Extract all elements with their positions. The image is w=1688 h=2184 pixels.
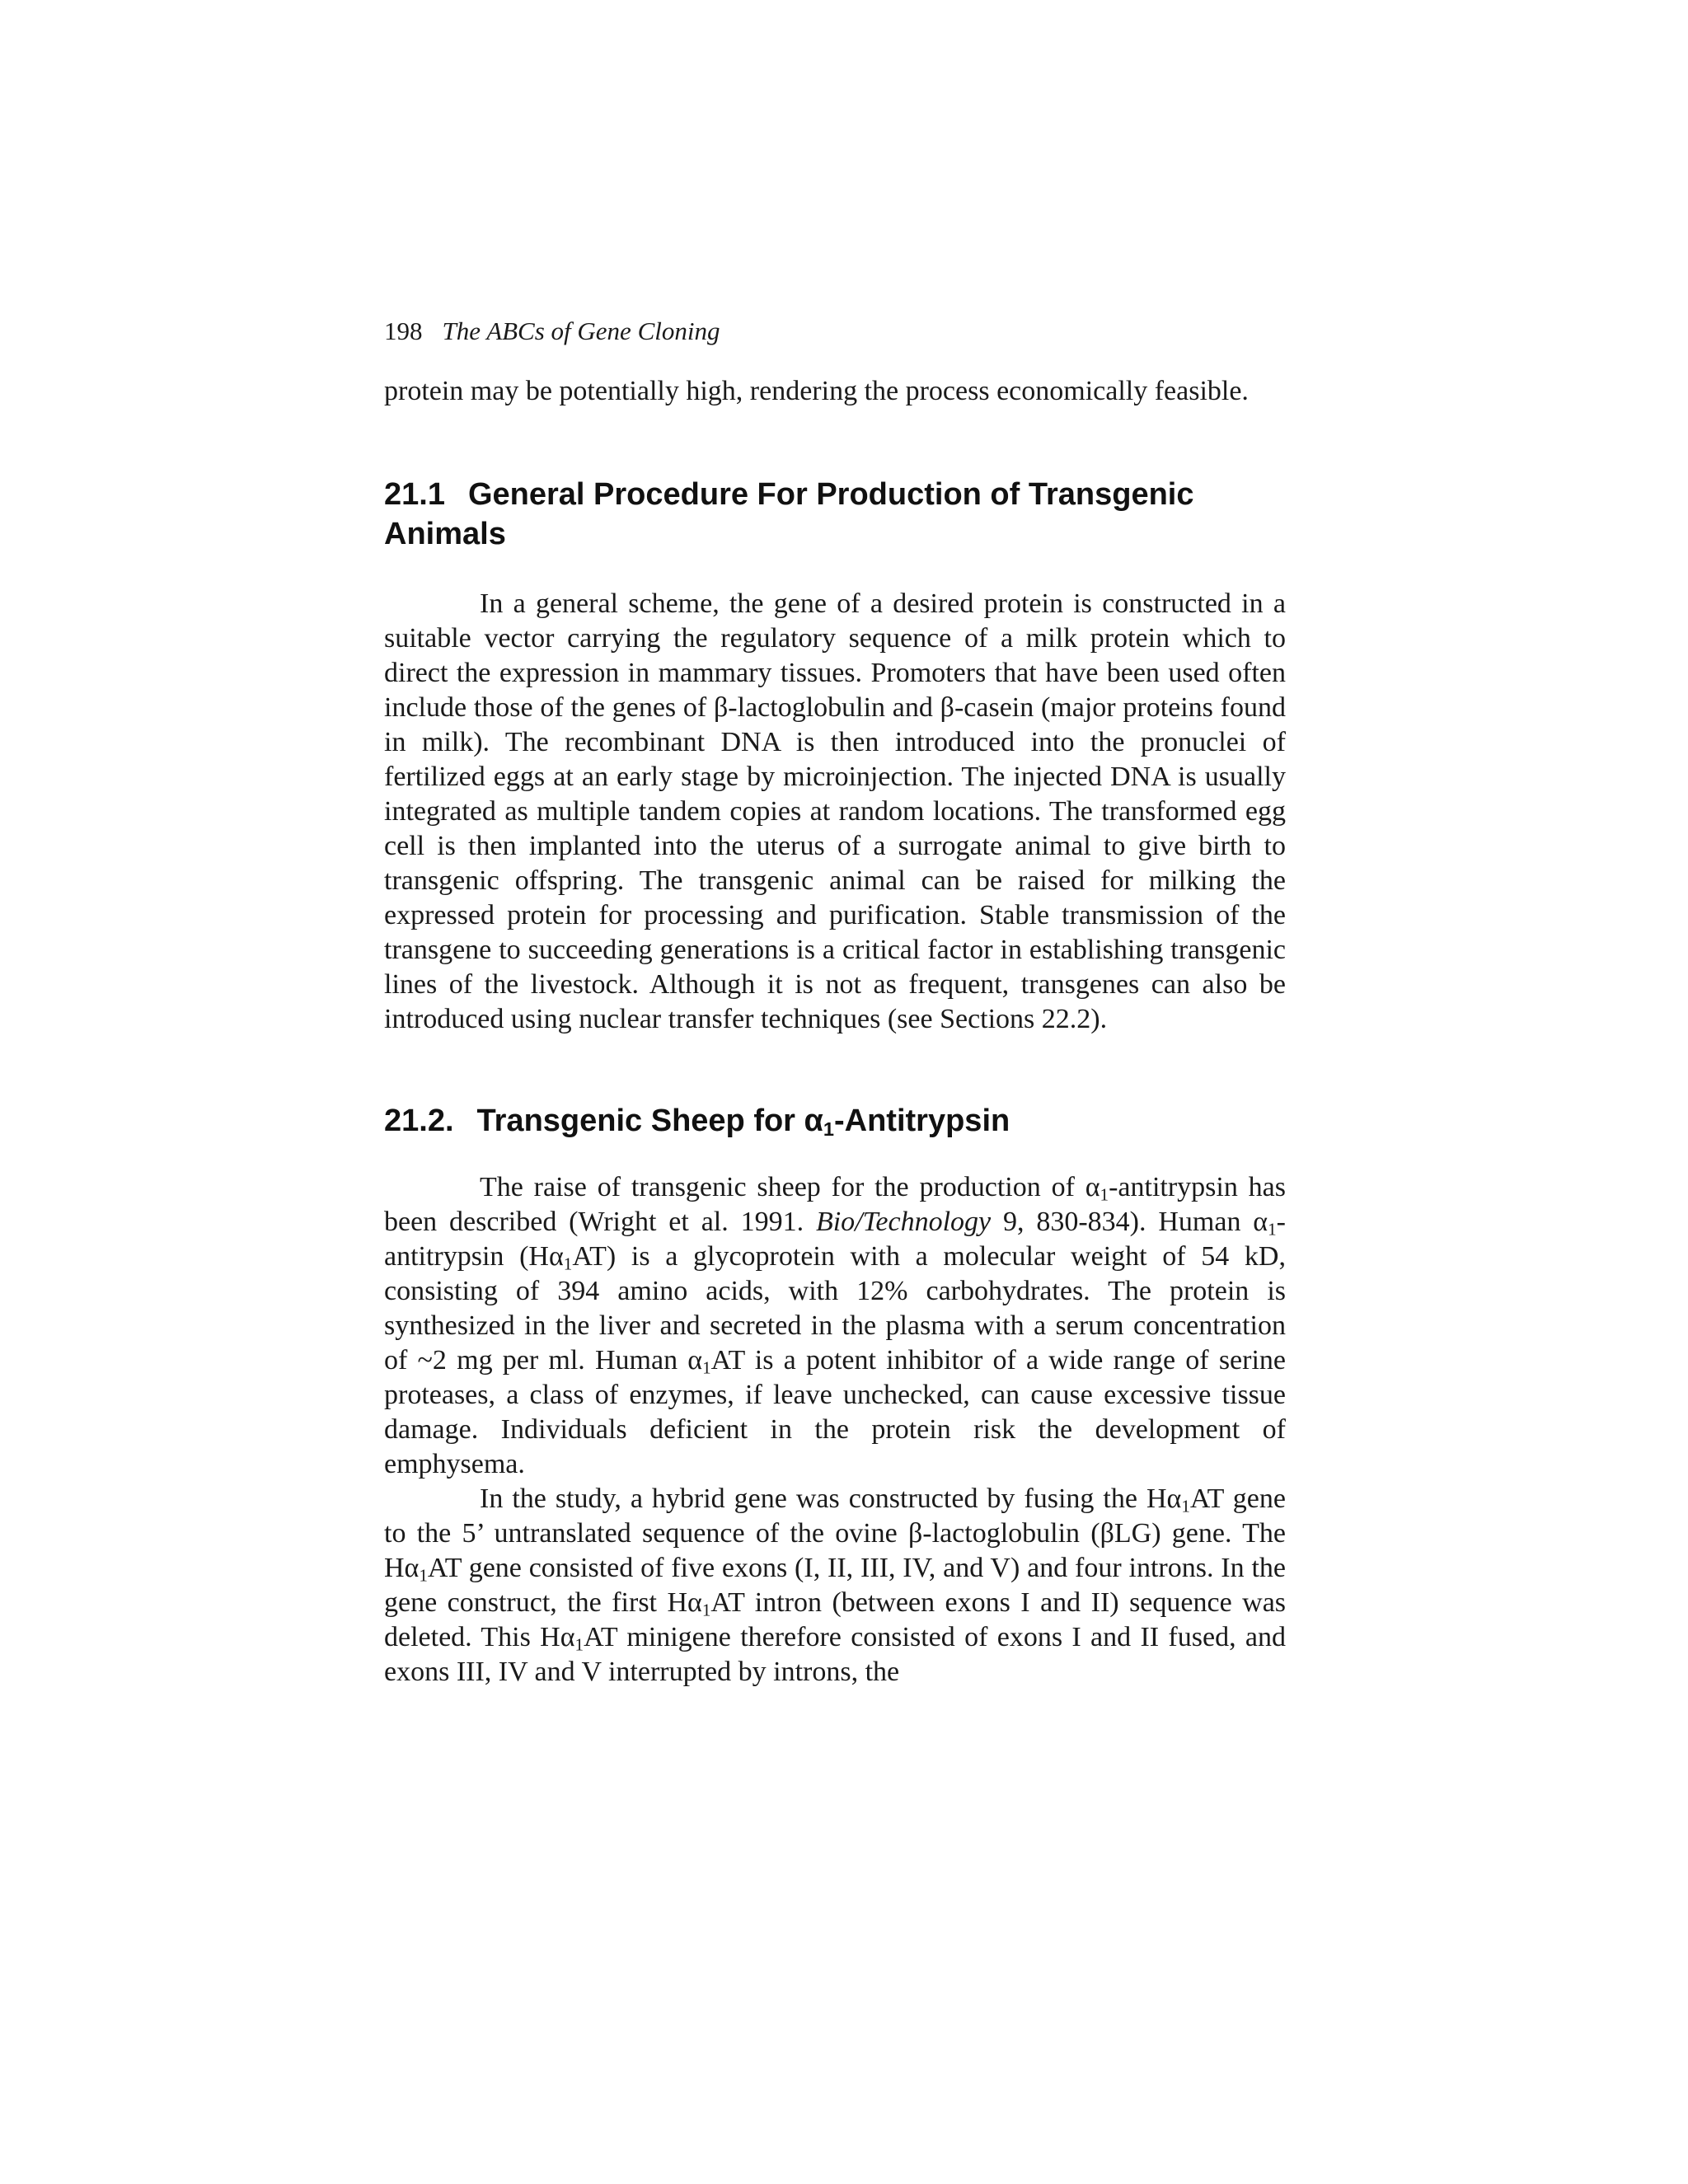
section-number: 21.1 [384,477,445,512]
section-title: General Procedure For Production of Transgenic Animals [384,477,1194,551]
subscript: 1 [823,1118,834,1140]
book-title: The ABCs of Gene Cloning [442,316,720,345]
text-run: AT is a potent inhibitor of a wide range of serine proteases, a class of enzymes, if leave unchecked, can cause excessive tissue damage. Individuals deficient in the protein risk the development of emphysema. [384,1345,1287,1479]
subscript: 1 [1268,1219,1277,1240]
subscript: 1 [419,1565,428,1586]
text-run: The raise of transgenic sheep for the production of α [480,1172,1100,1202]
text-run: In the study, a hybrid gene was constructed by fusing the Hα [480,1483,1182,1514]
subscript: 1 [1100,1184,1109,1205]
section-number: 21.2. [384,1104,454,1138]
continuation-paragraph: protein may be potentially high, rendering the process economically feasible. [384,376,1249,406]
text-run: AT) is a glycoprotein with a molecular weight of 54 kD, consisting of 394 amino acids, with 12% carbohydrates. The protein is synthesized in the liver and secreted in the plasma with a serum concentration of ~2 mg per ml. Human α [384,1241,1286,1376]
text-run: AT gene to the 5’ untranslated sequence of the ovine β-lactoglobulin (βLG) gene. The Hα [384,1483,1286,1583]
subscript: 1 [1181,1496,1190,1516]
body-paragraph-antitrypsin [384,1170,1286,1482]
section-title-part: Transgenic Sheep for α [476,1104,823,1138]
text-run: -antitrypsin (Hα [384,1207,1286,1272]
subscript: 1 [702,1357,711,1378]
body-paragraph-procedure: In a general scheme, the gene of a desired protein is constructed in a suitable vector carrying the regulatory sequence of a milk protein which to direct the expression in mammary tissues. Promoters that have been used often include those of the genes of β-lactoglobulin and β-casein (major proteins found in milk). The recombinant DNA is then introduced into the pronuclei of fertilized eggs at an early stage by microinjection. The injected DNA is usually integrated as multiple tandem copies at random locations. The transformed egg cell is then implanted into the uterus of a surrogate animal to give birth to transgenic offspring. The transgenic animal can be raised for milking the expressed protein for processing and purification. Stable transmission of the transgene to succeeding generations is a critical factor in establishing transgenic lines of the livestock. Although it is not as frequent, transgenes can also be introduced using nuclear transfer techniques (see Sections 22.2). [384,588,1286,1034]
text-run: AT gene consisted of five exons (I, II, III, IV, and V) and four introns. In the gene construct, the first Hα [384,1553,1286,1618]
section-title-part: -Antitrypsin [834,1104,1010,1138]
journal-name: Bio/Technology [815,1207,992,1237]
text-run: -antitrypsin has been described (Wright et al. 1991. [384,1172,1286,1237]
text-run: AT minigene therefore consisted of exons I and II fused, and exons III, IV and V interrupted by introns, the [384,1622,1286,1687]
subscript: 1 [701,1600,711,1620]
subscript: 1 [563,1254,573,1274]
text-run: AT intron (between exons I and II) sequence was deleted. This Hα [384,1587,1287,1652]
subscript: 1 [574,1634,584,1655]
body-paragraph-hybrid-gene [384,1482,1286,1690]
running-head [384,313,1286,349]
page-number: 198 [384,316,423,345]
section-heading-21-1 [384,475,1286,554]
section-heading-21-2 [384,1101,1286,1141]
book-page [384,313,1286,1690]
text-run: 9, 830-834). Human α [991,1207,1268,1237]
